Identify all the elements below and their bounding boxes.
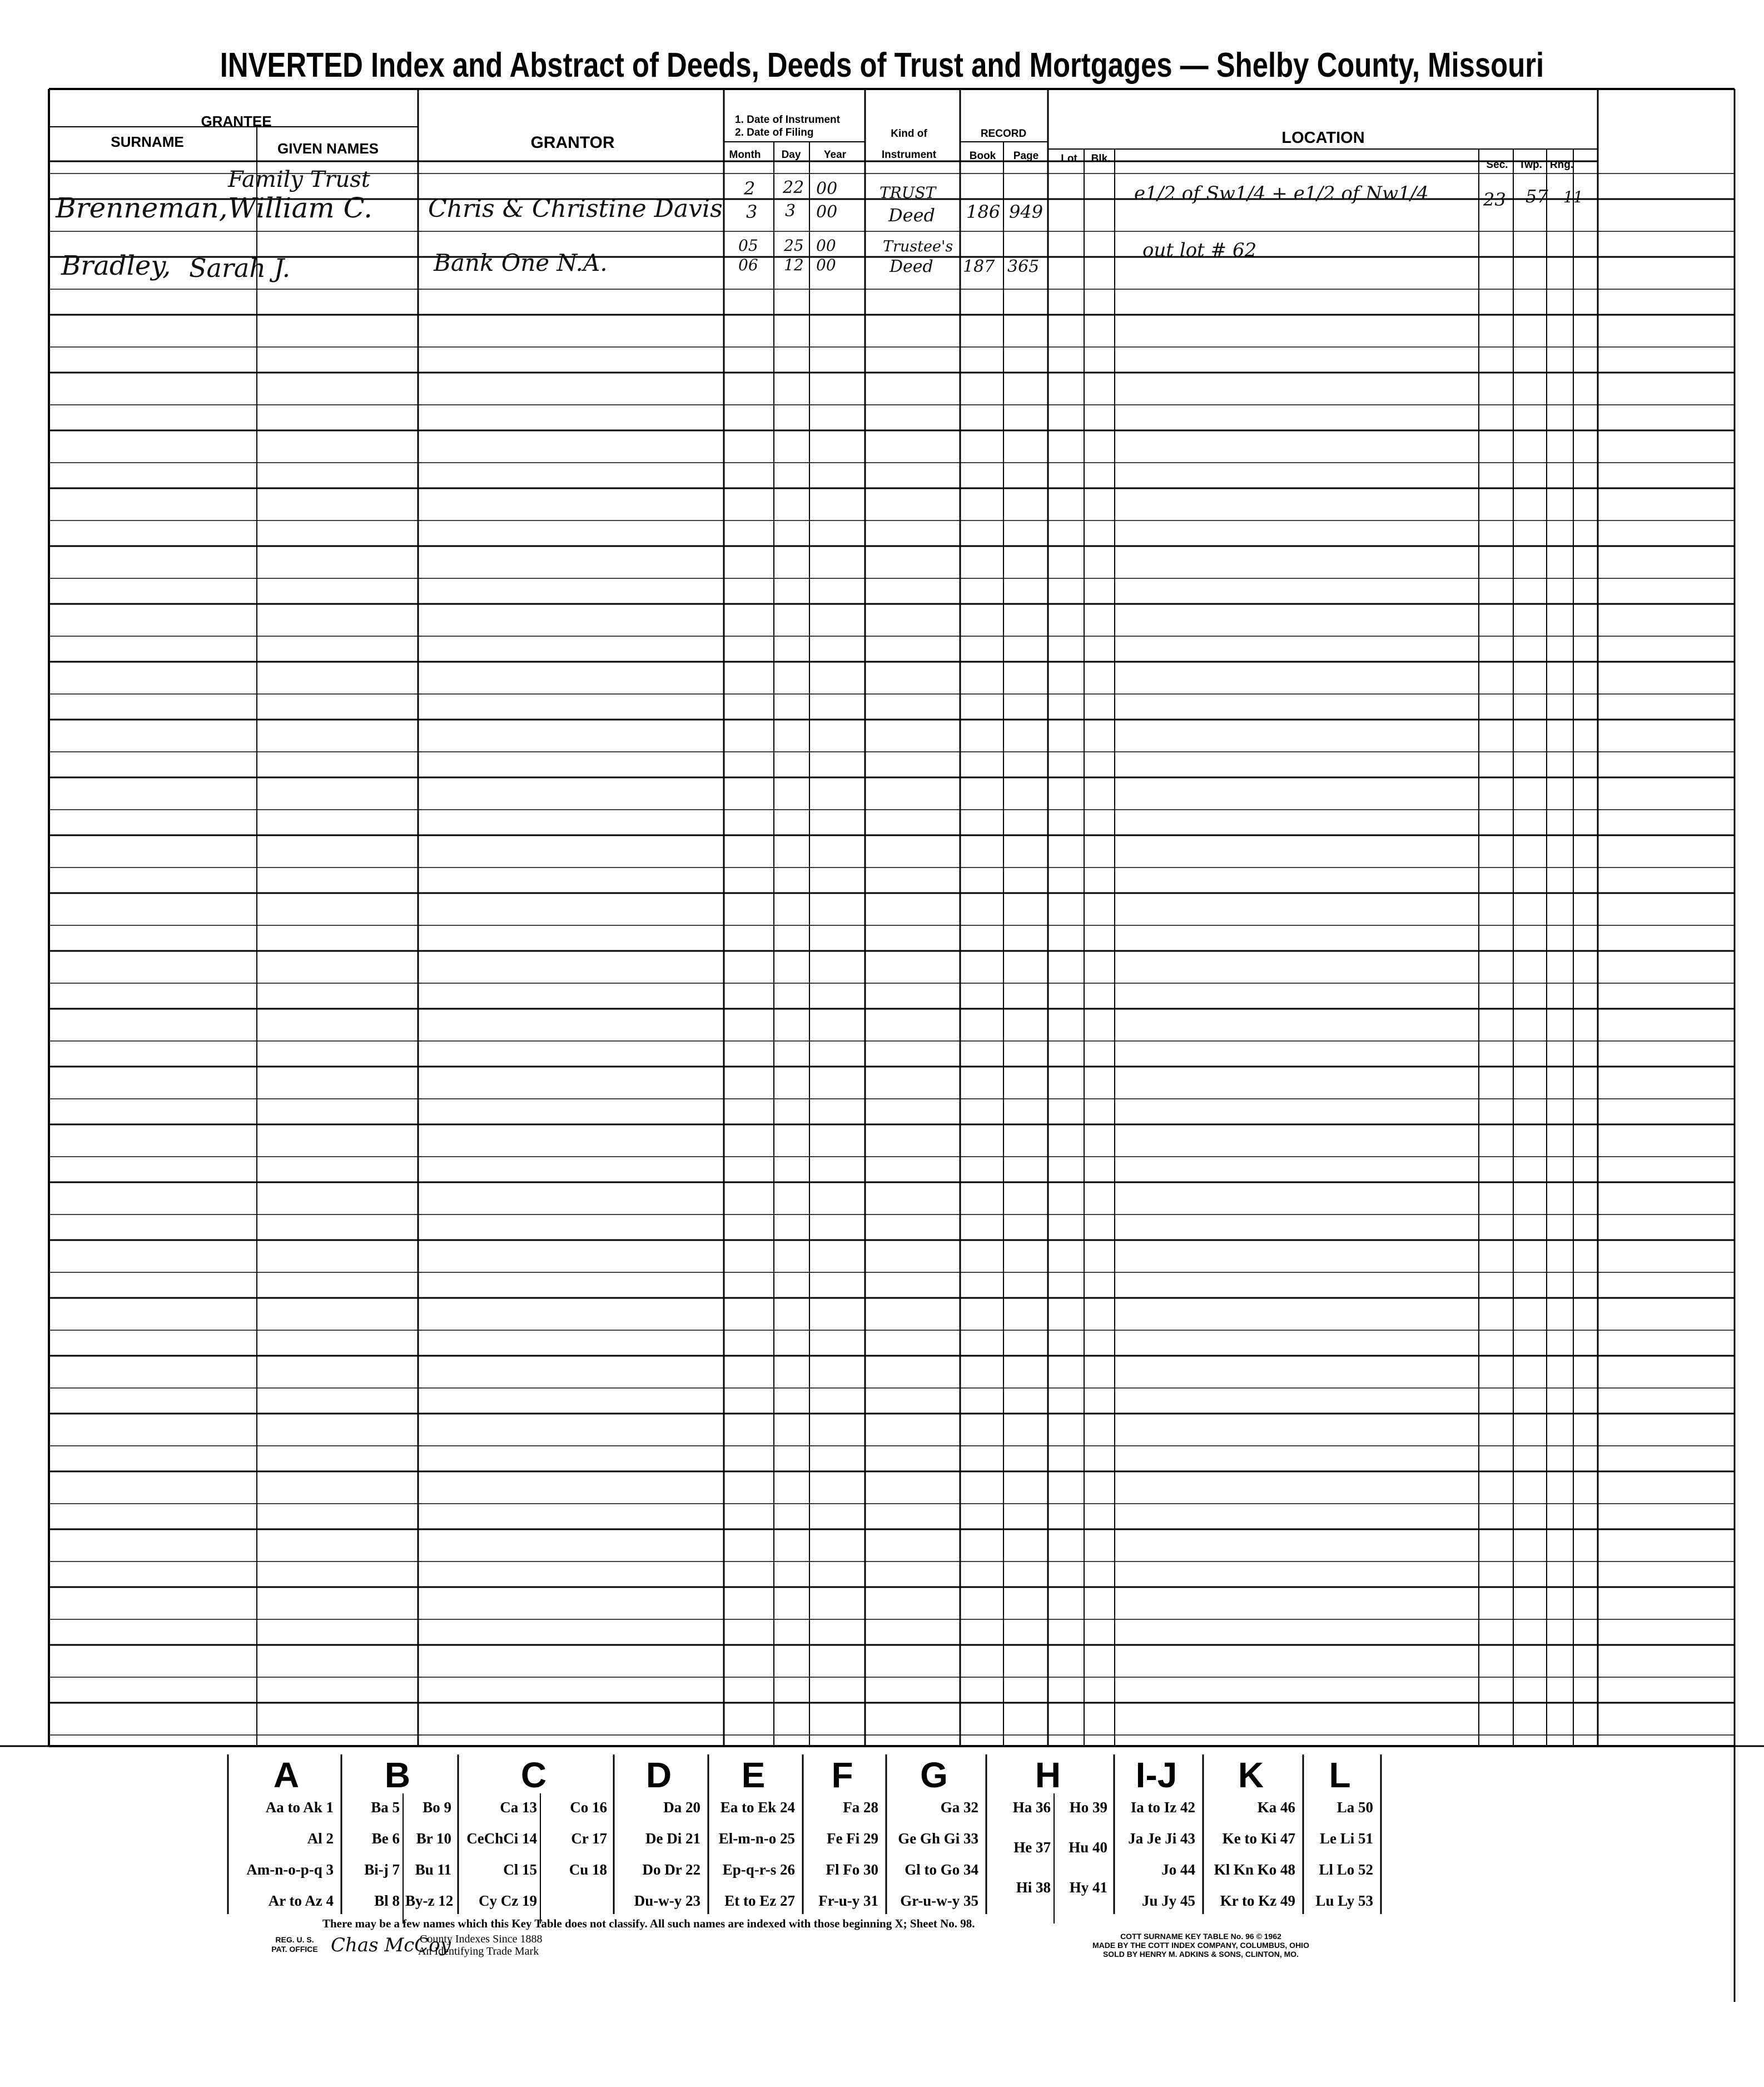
key-entry: He 37 — [1013, 1839, 1051, 1856]
entry-1-given-names: William C. — [228, 192, 372, 224]
entry-2-file-day: 12 — [784, 256, 804, 274]
key-entry: Ge Gh Gi 33 — [898, 1830, 978, 1847]
rng-header: Rng. — [1549, 159, 1574, 171]
key-entry: Cu 18 — [569, 1861, 607, 1878]
entry-1-inst-year: 00 — [816, 179, 838, 199]
grantee-header: GRANTEE — [201, 113, 272, 130]
key-entry: Bl 8 — [374, 1892, 400, 1909]
entry-1-sec: 23 — [1483, 189, 1506, 210]
location-header: LOCATION — [1281, 129, 1365, 147]
entry-1-inst-day: 22 — [783, 178, 804, 197]
sec-header: Sec. — [1486, 159, 1508, 171]
entry-2-kind-line1: Trustee's — [883, 238, 953, 255]
day-header: Day — [781, 149, 801, 161]
footer-maker: MADE BY THE COTT INDEX COMPANY, COLUMBUS, OHIO — [1092, 1941, 1309, 1950]
key-letter-k: K — [1238, 1755, 1264, 1795]
entry-2-file-month: 06 — [738, 256, 758, 274]
key-entry: Bu 11 — [415, 1861, 451, 1878]
lot-header: Lot — [1061, 153, 1077, 165]
key-entry: Bo 9 — [423, 1799, 451, 1816]
footer-signature: Chas McCoy — [331, 1934, 451, 1956]
key-entry: Fr-u-y 31 — [818, 1892, 878, 1909]
entry-2-given-names: Sarah J. — [189, 253, 291, 283]
key-entry: Al 2 — [307, 1830, 334, 1847]
entry-1-file-year: 00 — [816, 202, 838, 222]
key-letter-b: B — [384, 1755, 411, 1795]
key-entry: Hy 41 — [1069, 1879, 1107, 1896]
key-entry: Hu 40 — [1069, 1839, 1107, 1856]
entry-1-inst-month: 2 — [744, 178, 756, 199]
key-entry: Ja Je Ji 43 — [1128, 1830, 1195, 1847]
key-entry: Fa 28 — [843, 1799, 878, 1816]
entry-2-location: out lot # 62 — [1142, 239, 1257, 261]
key-entry: Aa to Ak 1 — [265, 1799, 334, 1816]
given-names-header: GIVEN NAMES — [277, 140, 379, 157]
key-entry: Ke to Ki 47 — [1222, 1830, 1295, 1847]
key-entry: De Di 21 — [645, 1830, 700, 1847]
key-entry: Ka 46 — [1257, 1799, 1295, 1816]
key-entry: Bi-j 7 — [364, 1861, 400, 1878]
key-entry: Ca 13 — [500, 1799, 537, 1816]
entry-2-inst-month: 05 — [738, 236, 758, 255]
entry-2-inst-day: 25 — [784, 236, 804, 255]
entry-1-kind-line1: TRUST — [879, 184, 936, 202]
key-entry: Kl Kn Ko 48 — [1214, 1861, 1295, 1878]
key-letter-f: F — [831, 1755, 853, 1795]
key-entry: El-m-n-o 25 — [718, 1830, 795, 1847]
key-entry: Ep-q-r-s 26 — [722, 1861, 795, 1878]
key-entry: Hi 38 — [1016, 1879, 1051, 1896]
month-header: Month — [729, 149, 761, 161]
entry-1-surname: Brenneman, — [56, 192, 228, 224]
key-letter-d: D — [645, 1755, 672, 1795]
twp-header: Twp. — [1519, 159, 1542, 171]
entry-1-grantor: Chris & Christine Davis — [428, 195, 723, 223]
key-entry: CeChCi 14 — [466, 1830, 537, 1847]
entry-2-surname: Bradley, — [61, 250, 171, 281]
entry-2-inst-year: 00 — [816, 236, 836, 255]
entry-1-file-day: 3 — [785, 201, 796, 221]
entry-2-page: 365 — [1007, 257, 1040, 276]
blk-header: Blk. — [1091, 153, 1111, 165]
key-entry: Do Dr 22 — [642, 1861, 700, 1878]
key-entry: Cl 15 — [503, 1861, 537, 1878]
footer-trade-mark: An Identifying Trade Mark — [418, 1945, 539, 1957]
key-letter-l: L — [1329, 1755, 1351, 1795]
key-entry: Le Li 51 — [1319, 1830, 1373, 1847]
key-entry: Ga 32 — [940, 1799, 978, 1816]
entry-1-file-month: 3 — [746, 201, 758, 222]
page-title: INVERTED Index and Abstract of Deeds, Deeds of Trust and Mortgages — Shelby County, Missouri — [220, 46, 1544, 85]
entry-2-book: 187 — [963, 257, 995, 276]
key-entry: Gr-u-w-y 35 — [900, 1892, 978, 1909]
kind-header-line2: Instrument — [881, 149, 937, 161]
key-entry: Kr to Kz 49 — [1220, 1892, 1295, 1909]
key-entry: Co 16 — [570, 1799, 607, 1816]
key-table-note: There may be a few names which this Key Table does not classify. All such names are indexed with those beginning X; Sheet No. 98. — [322, 1917, 975, 1930]
key-entry: Cy Cz 19 — [479, 1892, 537, 1909]
grantor-header: GRANTOR — [530, 133, 615, 152]
footer-seller: SOLD BY HENRY M. ADKINS & SONS, CLINTON, MO. — [1102, 1950, 1299, 1959]
key-entry: Am-n-o-p-q 3 — [246, 1861, 334, 1878]
entry-1-twp: 57 — [1526, 186, 1548, 207]
key-entry: Lu Ly 53 — [1315, 1892, 1373, 1909]
key-letter-h: H — [1035, 1755, 1061, 1795]
key-entry: Be 6 — [371, 1830, 400, 1847]
key-entry: La 50 — [1336, 1799, 1373, 1816]
entry-1-book: 186 — [966, 201, 1001, 222]
footer-reg-line1: REG. U. S. — [275, 1935, 314, 1944]
key-letter-e: E — [741, 1755, 766, 1795]
entry-1-location: e1/2 of Sw1/4 + e1/2 of Nw1/4 — [1134, 182, 1429, 205]
book-header: Book — [969, 150, 996, 162]
record-header: RECORD — [980, 128, 1027, 140]
entry-1-rng: 11 — [1563, 188, 1583, 206]
key-entry: Fl Fo 30 — [826, 1861, 878, 1878]
key-entry: Fe Fi 29 — [827, 1830, 878, 1847]
entry-1-given-names-note: Family Trust — [228, 167, 370, 192]
date-header-line1: 1. Date of Instrument — [735, 114, 840, 126]
key-entry: Cr 17 — [571, 1830, 607, 1847]
key-entry: By-z 12 — [405, 1892, 454, 1909]
key-entry: Br 10 — [416, 1830, 451, 1847]
key-entry: Da 20 — [663, 1799, 700, 1816]
key-entry: Ha 36 — [1012, 1799, 1051, 1816]
key-entry: Gl to Go 34 — [905, 1861, 978, 1878]
footer-county-indexes: County Indexes Since 1888 — [420, 1933, 543, 1945]
key-entry: Et to Ez 27 — [724, 1892, 795, 1909]
key-letter-i-j: I-J — [1135, 1755, 1177, 1795]
kind-header-line1: Kind of — [891, 128, 927, 140]
surname-header: SURNAME — [111, 133, 184, 150]
key-entry: Ea to Ek 24 — [720, 1799, 795, 1816]
footer-key-table-id: COTT SURNAME KEY TABLE No. 96 © 1962 — [1120, 1932, 1281, 1941]
key-entry: Ia to Iz 42 — [1130, 1799, 1195, 1816]
footer-reg-line2: PAT. OFFICE — [271, 1945, 318, 1954]
key-entry: Ho 39 — [1069, 1799, 1107, 1816]
key-entry: Ar to Az 4 — [268, 1892, 334, 1909]
key-entry: Du-w-y 23 — [634, 1892, 700, 1909]
key-entry: Jo 44 — [1161, 1861, 1195, 1878]
key-letter-c: C — [520, 1755, 547, 1795]
page-header: Page — [1013, 150, 1039, 162]
key-entry: Ba 5 — [371, 1799, 400, 1816]
entry-2-kind-line2: Deed — [890, 257, 933, 276]
year-header: Year — [823, 149, 847, 161]
key-entry: Ll Lo 52 — [1319, 1861, 1373, 1878]
entry-2-file-year: 00 — [816, 256, 836, 274]
key-letter-g: G — [920, 1755, 948, 1795]
date-header-line2: 2. Date of Filing — [735, 127, 814, 138]
key-letter-a: A — [273, 1755, 300, 1795]
key-entry: Ju Jy 45 — [1141, 1892, 1195, 1909]
entry-1-page: 949 — [1009, 201, 1044, 222]
entry-1-kind-line2: Deed — [888, 205, 936, 226]
entry-2-grantor: Bank One N.A. — [434, 249, 608, 276]
